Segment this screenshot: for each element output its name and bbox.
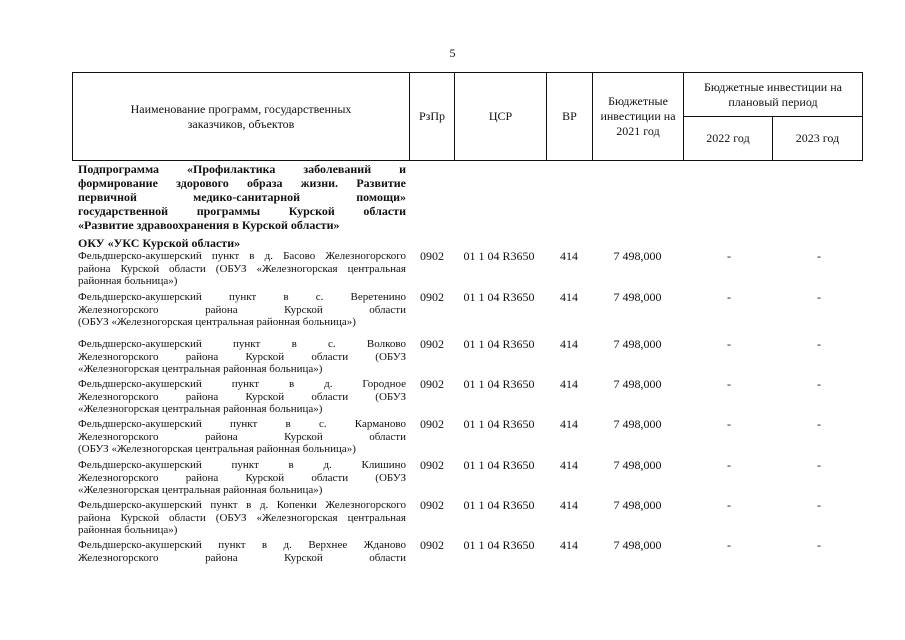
row-csr: 01 1 04 R3650 (463, 417, 535, 431)
header-csr: ЦСР (455, 73, 547, 161)
row-rzpr: 0902 (420, 337, 444, 351)
row-vr: 414 (560, 337, 578, 351)
row-vr: 414 (560, 538, 578, 552)
row-rzpr: 0902 (420, 249, 444, 263)
header-vr: ВР (547, 73, 593, 161)
header-invest-2021: Бюджетные инвестиции на 2021 год (593, 73, 684, 161)
row-invest-2022: - (727, 538, 731, 552)
row-invest-2021: 7 498,000 (613, 337, 662, 351)
row-invest-2022: - (727, 337, 731, 351)
row-invest-2022: - (727, 417, 731, 431)
row-invest-2021: 7 498,000 (613, 290, 662, 304)
row-csr: 01 1 04 R3650 (463, 337, 535, 351)
subprogram-title (78, 162, 406, 232)
row-invest-2022: - (727, 498, 731, 512)
row-rzpr: 0902 (420, 377, 444, 391)
header-rzpr: РзПр (410, 73, 455, 161)
row-invest-2022: - (727, 290, 731, 304)
row-invest-2021: 7 498,000 (613, 377, 662, 391)
row-csr: 01 1 04 R3650 (463, 290, 535, 304)
row-vr: 414 (560, 498, 578, 512)
header-year-2023: 2023 год (773, 117, 863, 161)
table-header (72, 72, 863, 161)
row-invest-2021: 7 498,000 (613, 538, 662, 552)
header-invest-plan: Бюджетные инвестиции на плановый период (684, 73, 863, 117)
row-name: Фельдшерско-акушерский пункт в д. Городное Железногорского района Курской области (ОБУЗ «Железногорская центральная районная больница») (78, 378, 406, 415)
row-rzpr: 0902 (420, 458, 444, 472)
row-invest-2022: - (727, 458, 731, 472)
row-vr: 414 (560, 458, 578, 472)
page-number: 5 (449, 46, 456, 60)
header-year-2022: 2022 год (684, 117, 773, 161)
subprogram-line: Подпрограмма «Профилактика заболеваний и (78, 162, 406, 176)
row-vr: 414 (560, 290, 578, 304)
row-name: Фельдшерско-акушерский пункт в с. Карманово Железногорского района Курской области (ОБУЗ «Железногорская центральная районная больница») (78, 418, 406, 455)
row-name: Фельдшерско-акушерский пункт в д. Верхнее Жданово Железногорского района Курской области (78, 539, 406, 564)
subprogram-line: «Развитие здравоохранения в Курской области» (78, 218, 340, 232)
row-csr: 01 1 04 R3650 (463, 498, 535, 512)
row-vr: 414 (560, 417, 578, 431)
row-invest-2021: 7 498,000 (613, 498, 662, 512)
row-invest-2023: - (817, 458, 821, 472)
row-invest-2022: - (727, 249, 731, 263)
row-csr: 01 1 04 R3650 (463, 538, 535, 552)
row-invest-2021: 7 498,000 (613, 458, 662, 472)
row-rzpr: 0902 (420, 538, 444, 552)
subprogram-line: формирование здорового образа жизни. Развитие (78, 176, 406, 190)
row-rzpr: 0902 (420, 498, 444, 512)
row-invest-2021: 7 498,000 (613, 417, 662, 431)
row-name: Фельдшерско-акушерский пункт в д. Клишино Железногорского района Курской области (ОБУЗ «Железногорская центральная районная больница») (78, 459, 406, 496)
customer-name: ОКУ «УКС Курской области» (78, 236, 241, 250)
row-vr: 414 (560, 249, 578, 263)
row-invest-2023: - (817, 538, 821, 552)
row-invest-2023: - (817, 417, 821, 431)
row-invest-2022: - (727, 377, 731, 391)
row-invest-2023: - (817, 337, 821, 351)
row-name: Фельдшерско-акушерский пункт в с. Веретенино Железногорского района Курской области (ОБУЗ «Железногорская центральная районная больница») (78, 291, 406, 328)
row-vr: 414 (560, 377, 578, 391)
row-rzpr: 0902 (420, 417, 444, 431)
row-invest-2021: 7 498,000 (613, 249, 662, 263)
row-name: Фельдшерско-акушерский пункт в д. Копенки Железногорского района Курской области (ОБУЗ «Железногорская центральная районная больница») (78, 499, 406, 536)
row-name: Фельдшерско-акушерский пункт в с. Волково Железногорского района Курской области (ОБУЗ «Железногорская центральная районная больница») (78, 338, 406, 375)
header-name-col: Наименование программ, государственных заказчиков, объектов (73, 73, 410, 161)
row-csr: 01 1 04 R3650 (463, 377, 535, 391)
row-name: Фельдшерско-акушерский пункт в д. Басово Железногорского района Курской области (ОБУЗ «Железногорская центральная районная больница») (78, 250, 406, 287)
subprogram-line: государственной программы Курской области (78, 204, 406, 218)
row-invest-2023: - (817, 249, 821, 263)
subprogram-line: первичной медико-санитарной помощи» (78, 190, 406, 204)
row-csr: 01 1 04 R3650 (463, 458, 535, 472)
row-invest-2023: - (817, 377, 821, 391)
row-invest-2023: - (817, 498, 821, 512)
row-invest-2023: - (817, 290, 821, 304)
row-csr: 01 1 04 R3650 (463, 249, 535, 263)
row-rzpr: 0902 (420, 290, 444, 304)
